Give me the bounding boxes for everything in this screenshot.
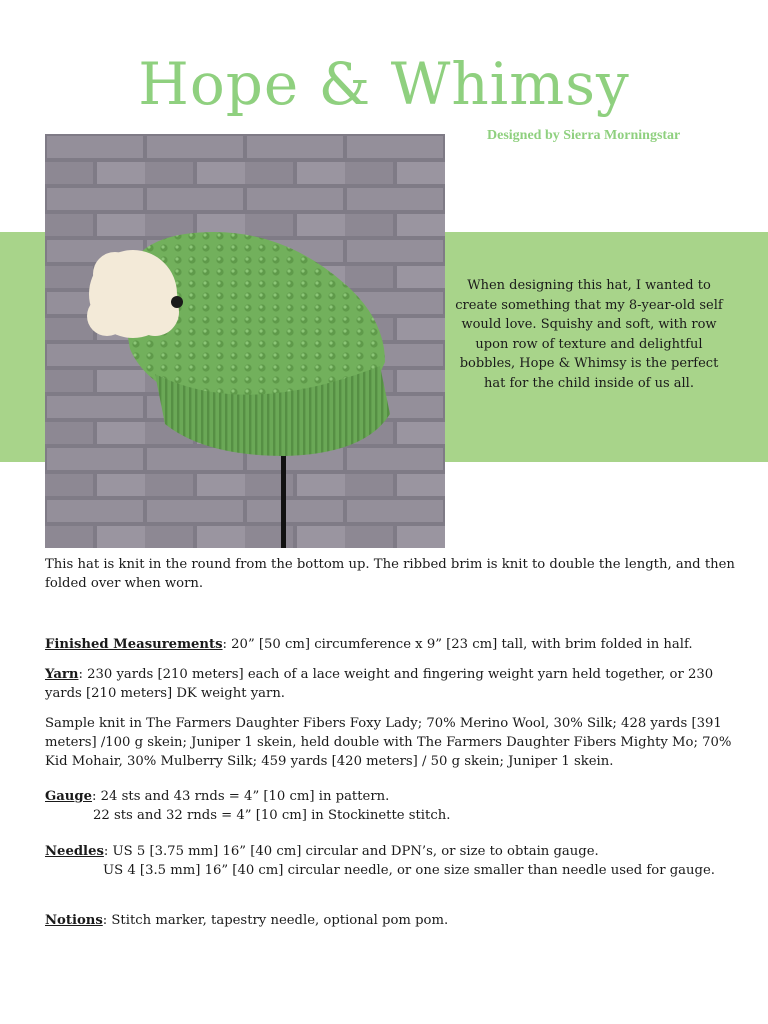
finished-measurements-value: : 20” [50 cm] circumference x 9” [23 cm] tall, with brim folded in half. — [222, 637, 693, 652]
sample-yarn-text: Sample knit in The Farmers Daughter Fibers Foxy Lady; 70% Merino Wool, 30% Silk; 428 yards [391 meters] /100 g skein; Juniper 1 skein, held double with The Farmers Daughter Fibers Mighty Mo; 70% Kid Mohair, 30% Mulberry Silk; 459 yards [420 meters] / 50 g skein; Juniper 1 skein. — [45, 716, 732, 769]
yarn-label: Yarn — [45, 667, 79, 682]
needles-label: Needles — [45, 844, 104, 859]
yarn-section — [45, 665, 735, 703]
notions-value: : Stitch marker, tapestry needle, optional pom pom. — [102, 913, 449, 928]
gauge-line-2: 22 sts and 32 rnds = 4” [10 cm] in Stockinette stitch. — [93, 808, 451, 823]
gauge-label: Gauge — [45, 789, 93, 804]
yarn-value: : 230 yards [210 meters] each of a lace weight and fingering weight yarn held together, or 230 yards [210 meters] DK weight yarn. — [45, 667, 714, 701]
notions-label: Notions — [45, 913, 103, 928]
designer-byline: Designed by Sierra Morningstar — [487, 128, 681, 143]
needles-line-1: : US 5 [3.75 mm] 16” [40 cm] circular and DPN’s, or size to obtain gauge. — [103, 844, 599, 859]
design-blurb: When designing this hat, I wanted to create something that my 8-year-old self would love. Squishy and soft, with row upon row of texture and delightful bobbles, Hope & Whimsy is the perfect hat for the child inside of us all. — [455, 278, 723, 391]
hat-photo — [45, 134, 445, 548]
finished-measurements-label: Finished Measurements — [45, 637, 223, 652]
finished-measurements — [45, 635, 735, 654]
gauge-section — [45, 787, 735, 825]
intro-text: This hat is knit in the round from the bottom up. The ribbed brim is knit to double the length, and then folded over when worn. — [45, 557, 735, 591]
needles-line-2: US 4 [3.5 mm] 16” [40 cm] circular needle, or one size smaller than needle used for gauge. — [103, 863, 715, 878]
needles-section — [45, 842, 735, 880]
notions-section — [45, 911, 735, 930]
pattern-title: Hope & Whimsy — [138, 50, 630, 118]
gauge-line-1: : 24 sts and 43 rnds = 4” [10 cm] in pattern. — [92, 789, 390, 804]
